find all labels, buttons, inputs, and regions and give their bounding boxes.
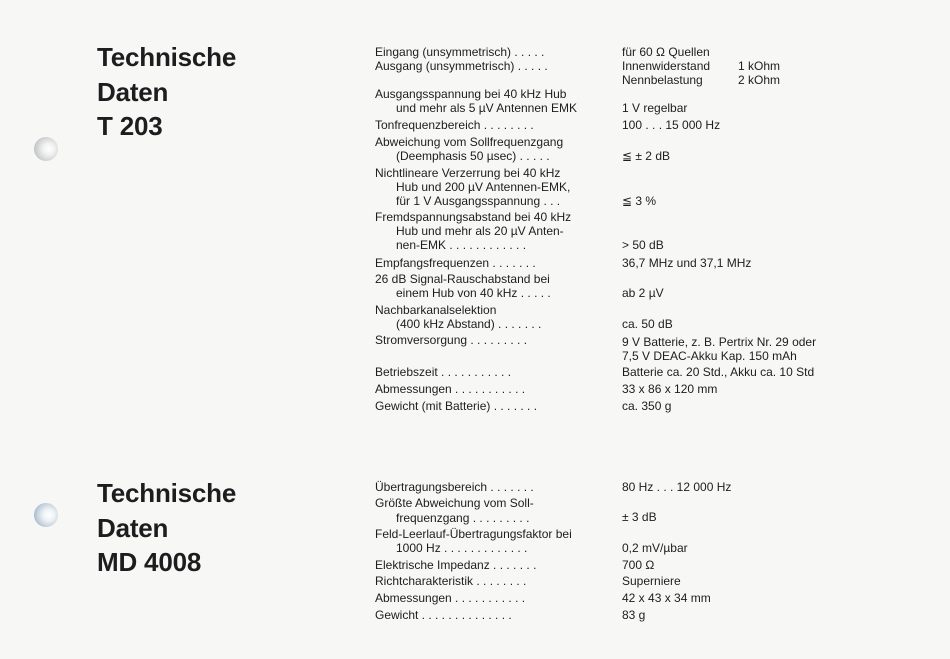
spec-label: 1000 Hz . . . . . . . . . . . . . bbox=[396, 541, 528, 555]
spec-label: Richtcharakteristik . . . . . . . . bbox=[375, 574, 527, 588]
spec-value: Innenwiderstand bbox=[622, 59, 711, 73]
spec-value: Superniere bbox=[622, 574, 681, 588]
spec-label: frequenzgang . . . . . . . . . bbox=[396, 511, 530, 525]
spec-value: ab 2 µV bbox=[622, 286, 664, 300]
spec-label: Empfangsfrequenzen . . . . . . . bbox=[375, 256, 536, 270]
spec-value: ca. 350 g bbox=[622, 399, 672, 413]
spec-label: Übertragungsbereich . . . . . . . bbox=[375, 480, 534, 494]
spec-label: Eingang (unsymmetrisch) . . . . . bbox=[375, 45, 545, 59]
spec-value-extra: 1 kOhm bbox=[738, 59, 781, 73]
spec-label: Gewicht (mit Batterie) . . . . . . . bbox=[375, 399, 538, 413]
spec-value: 42 x 43 x 34 mm bbox=[622, 591, 711, 605]
spec-label: Größte Abweichung vom Soll- bbox=[375, 496, 534, 510]
spec-value: ca. 50 dB bbox=[622, 317, 673, 331]
spec-value: 83 g bbox=[622, 608, 646, 622]
spec-value: Nennbelastung bbox=[622, 73, 703, 87]
spec-label: Betriebszeit . . . . . . . . . . . bbox=[375, 365, 512, 379]
spec-label: Abmessungen . . . . . . . . . . . bbox=[375, 382, 526, 396]
spec-label: Hub und mehr als 20 µV Anten- bbox=[396, 224, 564, 238]
spec-label: 26 dB Signal-Rauschabstand bei bbox=[375, 272, 550, 286]
spec-label: Fremdspannungsabstand bei 40 kHz bbox=[375, 210, 572, 224]
spec-value-extra: 2 kOhm bbox=[738, 73, 781, 87]
spec-value: für 60 Ω Quellen bbox=[622, 45, 710, 59]
title-line: MD 4008 bbox=[97, 547, 202, 577]
spec-label: Nachbarkanalselektion bbox=[375, 303, 497, 317]
spec-label: nen-EMK . . . . . . . . . . . . bbox=[396, 238, 527, 252]
spec-value: 100 . . . 15 000 Hz bbox=[622, 118, 721, 132]
title-line: T 203 bbox=[97, 111, 163, 141]
spec-label: Ausgang (unsymmetrisch) . . . . . bbox=[375, 59, 548, 73]
spec-value: 700 Ω bbox=[622, 558, 655, 572]
spec-value: 33 x 86 x 120 mm bbox=[622, 382, 718, 396]
spec-label: Abweichung vom Sollfrequenzgang bbox=[375, 135, 564, 149]
spec-label: Ausgangsspannung bei 40 kHz Hub bbox=[375, 87, 567, 101]
title-line: Technische bbox=[97, 478, 237, 508]
spec-label: Feld-Leerlauf-Übertragungsfaktor bei bbox=[375, 527, 572, 541]
spec-value: 9 V Batterie, z. B. Pertrix Nr. 29 oder bbox=[622, 335, 817, 349]
spec-value: ± 3 dB bbox=[622, 510, 657, 524]
spec-label: (Deemphasis 50 µsec) . . . . . bbox=[396, 149, 550, 163]
spec-value: ≦ ± 2 dB bbox=[622, 149, 670, 163]
spec-label: Abmessungen . . . . . . . . . . . bbox=[375, 591, 526, 605]
title-line: Technische bbox=[97, 42, 237, 72]
spec-value: 0,2 mV/µbar bbox=[622, 541, 688, 555]
spec-label: Nichtlineare Verzerrung bei 40 kHz bbox=[375, 166, 561, 180]
spec-label: und mehr als 5 µV Antennen EMK bbox=[396, 101, 578, 115]
spec-value: 36,7 MHz und 37,1 MHz bbox=[622, 256, 752, 270]
spec-value: > 50 dB bbox=[622, 238, 664, 252]
spec-label: Hub und 200 µV Antennen-EMK, bbox=[396, 180, 571, 194]
title-line: Daten bbox=[97, 512, 169, 543]
spec-value: ≦ 3 % bbox=[622, 194, 657, 208]
spec-value: 80 Hz . . . 12 000 Hz bbox=[622, 480, 732, 494]
spec-label: Tonfrequenzbereich . . . . . . . . bbox=[375, 118, 534, 132]
spec-label: einem Hub von 40 kHz . . . . . bbox=[396, 286, 551, 300]
spec-label: Elektrische Impedanz . . . . . . . bbox=[375, 558, 537, 572]
title-line: Daten bbox=[97, 76, 169, 107]
binder-hole bbox=[34, 137, 58, 161]
spec-label: Stromversorgung . . . . . . . . . bbox=[375, 333, 528, 347]
spec-value: Batterie ca. 20 Std., Akku ca. 10 Std bbox=[622, 365, 815, 379]
spec-label: für 1 V Ausgangsspannung . . . bbox=[396, 194, 561, 208]
section-title-t203 bbox=[97, 40, 236, 144]
binder-hole bbox=[34, 503, 58, 527]
section-title-md4008 bbox=[97, 476, 236, 580]
spec-value: 1 V regelbar bbox=[622, 101, 688, 115]
spec-label: (400 kHz Abstand) . . . . . . . bbox=[396, 317, 542, 331]
spec-label: Gewicht . . . . . . . . . . . . . . bbox=[375, 608, 512, 622]
spec-value: 7,5 V DEAC-Akku Kap. 150 mAh bbox=[622, 349, 797, 363]
